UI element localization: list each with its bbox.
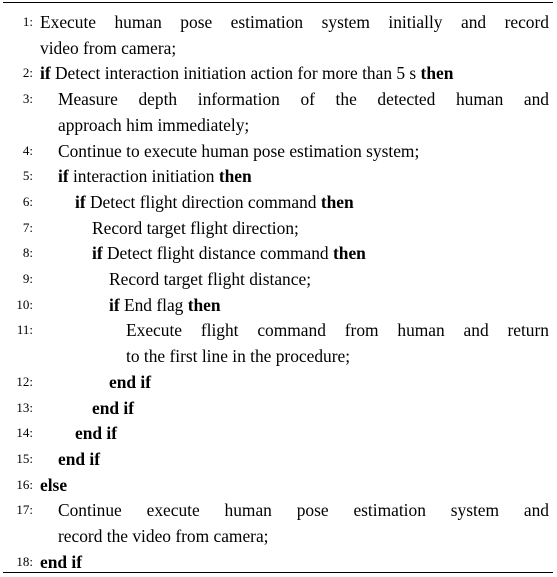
keyword: then xyxy=(420,63,454,84)
line-text xyxy=(109,369,151,395)
algorithm-line xyxy=(3,189,553,215)
keyword: end if xyxy=(75,423,118,444)
algorithm-line xyxy=(3,420,553,446)
statement-text: Execute flight command from human and return xyxy=(126,320,549,341)
statement-text: Continue execute human pose estimation system and xyxy=(58,500,549,521)
algorithm-line xyxy=(3,240,553,266)
line-number: 9: xyxy=(22,271,33,286)
statement-text: Measure depth information of the detected human and xyxy=(58,89,549,110)
line-number: 4: xyxy=(22,142,33,158)
line-number: 7: xyxy=(22,219,33,235)
algorithm-line xyxy=(3,215,553,241)
line-text xyxy=(58,138,419,164)
algorithm-line xyxy=(3,317,553,343)
line-number: 14: xyxy=(16,425,33,441)
line-text xyxy=(40,549,82,575)
algorithm-line-continuation xyxy=(3,112,553,138)
algorithm-line xyxy=(3,472,553,498)
line-text xyxy=(126,317,549,343)
line-text xyxy=(40,472,67,498)
statement-text: Detect flight direction command xyxy=(85,191,321,212)
line-number: 1: xyxy=(22,14,33,29)
line-text xyxy=(58,446,100,472)
algorithm-line xyxy=(3,266,553,292)
algorithm-line xyxy=(3,292,553,318)
line-text xyxy=(40,60,453,86)
statement-text: End flag xyxy=(119,294,188,315)
algorithm-line xyxy=(3,163,553,189)
statement-text: interaction initiation xyxy=(68,166,219,187)
statement-text: Execute human pose estimation system initially and record xyxy=(40,12,549,32)
line-text xyxy=(109,266,311,292)
statement-text: Continue to execute human pose estimation system; xyxy=(58,140,420,161)
line-number: 10: xyxy=(16,296,33,312)
line-text xyxy=(92,395,134,421)
line-text xyxy=(75,420,117,446)
algorithm-line xyxy=(3,138,553,164)
keyword: end if xyxy=(40,551,83,572)
algorithm-line xyxy=(3,369,553,395)
algorithm-line xyxy=(3,446,553,472)
line-number: 18: xyxy=(16,553,33,569)
algorithm-line-continuation xyxy=(3,343,553,369)
algorithm-line xyxy=(3,497,553,523)
statement-text: Detect flight distance command xyxy=(102,243,333,264)
keyword: then xyxy=(332,243,366,264)
keyword: if xyxy=(40,63,51,84)
keyword: then xyxy=(218,166,252,187)
line-text xyxy=(58,497,549,523)
keyword: end if xyxy=(109,371,152,392)
line-number: 12: xyxy=(16,373,33,389)
line-number: 5: xyxy=(22,168,33,184)
line-number: 8: xyxy=(22,245,33,261)
algorithm-line xyxy=(3,86,553,112)
algorithm-line-continuation xyxy=(3,35,553,61)
keyword: else xyxy=(40,474,68,495)
keyword: if xyxy=(75,191,86,212)
line-number: 15: xyxy=(16,450,33,466)
line-text-continuation: video from camera; xyxy=(40,37,177,58)
keyword: then xyxy=(320,191,354,212)
algorithm-box xyxy=(3,2,553,573)
line-text xyxy=(92,240,366,266)
line-number: 6: xyxy=(22,193,33,209)
line-number: 3: xyxy=(22,91,33,107)
line-text xyxy=(58,86,549,112)
algorithm-line xyxy=(3,549,553,575)
line-text xyxy=(92,215,299,241)
keyword: if xyxy=(58,166,69,187)
keyword: end if xyxy=(92,397,135,418)
statement-text: Record target flight direction; xyxy=(92,217,299,238)
keyword: if xyxy=(92,243,103,264)
line-text xyxy=(75,189,354,215)
line-number: 16: xyxy=(16,476,33,492)
algorithm-line xyxy=(3,395,553,421)
statement-text: Record target flight distance; xyxy=(109,269,312,289)
line-text xyxy=(58,163,252,189)
line-text-continuation: to the first line in the procedure; xyxy=(126,346,351,367)
line-number: 2: xyxy=(22,65,33,81)
statement-text: Detect interaction initiation action for more than 5 s xyxy=(50,63,421,84)
keyword: end if xyxy=(58,448,101,469)
keyword: then xyxy=(187,294,221,315)
algorithm-line-continuation xyxy=(3,523,553,549)
line-text-continuation: record the video from camera; xyxy=(58,526,269,546)
line-number: 13: xyxy=(16,399,33,415)
line-number: 17: xyxy=(16,502,33,518)
line-text xyxy=(40,9,549,35)
keyword: if xyxy=(109,294,120,315)
algorithm-line xyxy=(3,9,553,35)
line-text-continuation: approach him immediately; xyxy=(58,114,250,135)
line-number: 11: xyxy=(16,322,33,338)
line-text xyxy=(109,292,221,318)
algorithm-line xyxy=(3,60,553,86)
